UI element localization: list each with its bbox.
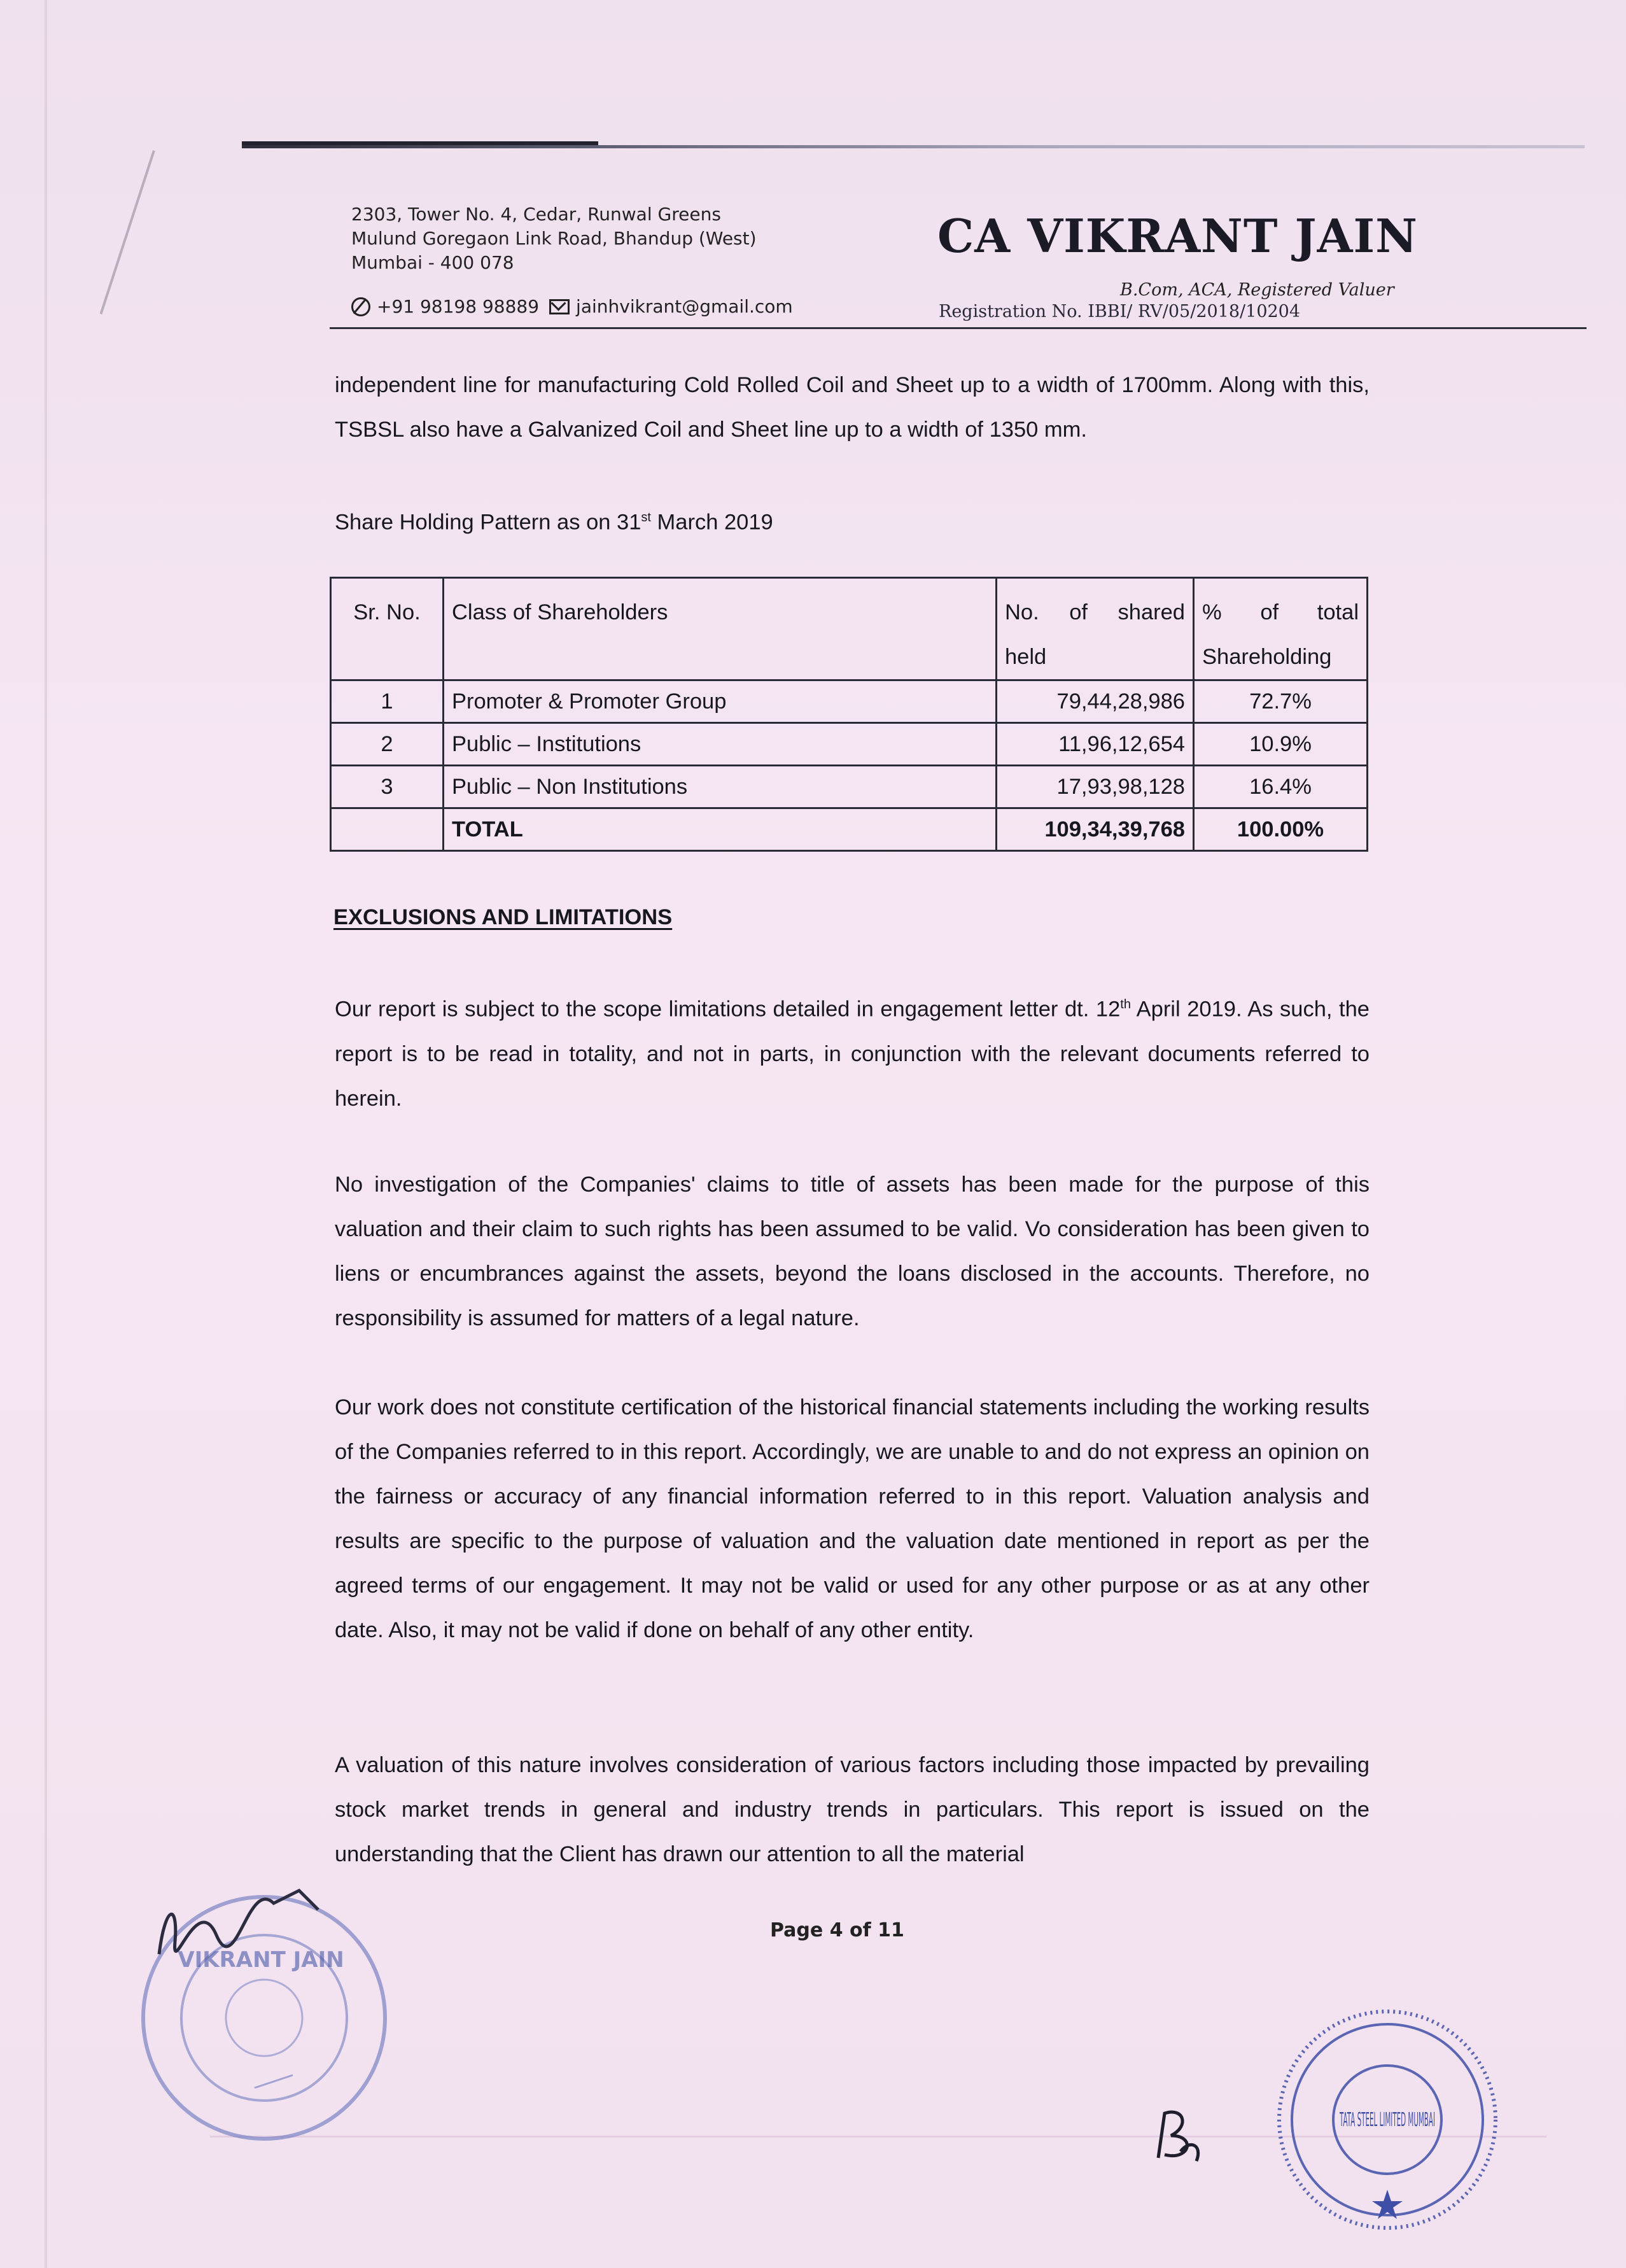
col-header-percent-line1: % of total [1202,600,1359,624]
col-header-shares-line1: No. of shared [1005,600,1185,624]
cell-percent: 10.9% [1194,723,1368,766]
registration-number: Registration No. IBBI/ RV/05/2018/10204 [939,302,1301,321]
section-title: EXCLUSIONS AND LIMITATIONS [333,905,673,929]
table-total-row [331,808,1368,851]
address-line: 2303, Tower No. 4, Cedar, Runwal Greens [351,204,721,225]
cell-percent: 16.4% [1194,766,1368,808]
share-holding-heading [335,495,1226,545]
heading-date: March 2019 [650,510,773,535]
cell-class: Public – Non Institutions [444,766,997,808]
para4-text: A valuation of this nature involves consideration of various factors including those impacted by prevailing stock market trends in general and industry trends in particulars. This report is issued on the understanding that the Client has drawn our attention to all the material [335,1753,1370,1866]
address-line: Mulund Goregaon Link Road, Bhandup (West) [351,228,757,249]
table-row [331,723,1368,766]
header-rule-top [242,145,1585,148]
initials-signature [1146,2101,1216,2171]
col-header-shares [997,578,1194,680]
exclusions-paragraph-1 [335,982,1370,1121]
table-row [331,766,1368,808]
exclusions-paragraph-4 [335,1743,1370,1877]
cell-class: Promoter & Promoter Group [444,680,997,723]
share-holding-table [330,577,1368,852]
email-icon [549,299,570,314]
cell-total-percent: 100.00% [1194,808,1368,851]
heading-superscript: st [641,511,651,525]
col-header-class: Class of Shareholders [444,578,997,680]
para1-text-a: Our report is subject to the scope limitations detailed in engagement letter dt. 12 [335,997,1121,1022]
email-address: jainhvikrant@gmail.com [576,296,793,317]
firm-name: CA VIKRANT JAIN [937,209,1418,263]
col-header-sr: Sr. No. [331,578,444,680]
header-rule-bottom [330,327,1587,329]
letterhead-contact [351,296,793,317]
address-line: Mumbai - 400 078 [351,252,514,273]
valuer-seal-stamp [108,1865,407,2164]
cell-total-shares: 109,34,39,768 [997,808,1194,851]
cell-shares: 11,96,12,654 [997,723,1194,766]
company-seal-stamp [1266,1999,1508,2241]
col-header-shares-line2: held [1005,645,1047,669]
letterhead-address [351,202,757,275]
cell-sr: 2 [331,723,444,766]
cell-sr-empty [331,808,444,851]
intro-paragraph [335,363,1370,452]
seal-text: VIKRANT JAIN [178,1947,344,1973]
cell-sr: 3 [331,766,444,808]
exclusions-paragraph-3 [335,1385,1370,1652]
cell-percent: 72.7% [1194,680,1368,723]
heading-text: Share Holding Pattern as on 31 [335,510,641,535]
qualifications: B.Com, ACA, Registered Valuer [1120,280,1394,300]
para1-superscript: th [1120,997,1131,1011]
exclusions-paragraph-2 [335,1162,1370,1341]
intro-text: independent line for manufacturing Cold Rolled Coil and Sheet up to a width of 1700mm. Along with this, TSBSL also have a Galvanized Coil and Sheet line up to a width of 1350 mm. [335,373,1370,442]
page-number: Page 4 of 11 [770,1919,904,1941]
table-row [331,680,1368,723]
col-header-percent-line2: Shareholding [1202,645,1332,669]
phone-number: +91 98198 98889 [377,296,540,317]
para1-text-b: April 2019. As such, the report is to be read in totality, and not in parts, in conjunction with the relevant documents referred to herein. [335,997,1370,1111]
cell-shares: 17,93,98,128 [997,766,1194,808]
phone-icon [351,297,370,316]
cell-shares: 79,44,28,986 [997,680,1194,723]
cell-class: Public – Institutions [444,723,997,766]
company-seal-text: TATA STEEL LIMITED MUMBAI [1339,2109,1435,2131]
para3-text: Our work does not constitute certification of the historical financial statements including the working results of the Companies referred to in this report. Accordingly, we are unable to and do not express an opinion on the fairness or accuracy of any financial information referred to in this report. Valuation analysis and results are specific to the purpose of valuation and the valuation date mentioned in report as per the agreed terms of our engagement. It may not be valid or used for any other purpose or as at any other date. Also, it may not be valid if done on behalf of any other entity. [335,1395,1370,1642]
para2-text: No investigation of the Companies' claims to title of assets has been made for the purpose of this valuation and their claim to such rights has been assumed to be valid. Vo consideration has been given to liens or encumbrances against the assets, beyond the loans disclosed in the accounts. Therefore, no responsibility is assumed for matters of a legal nature. [335,1173,1370,1330]
table-header-row [331,578,1368,680]
cell-total-label: TOTAL [444,808,997,851]
cell-sr: 1 [331,680,444,723]
col-header-percent [1194,578,1368,680]
scan-edge [45,0,47,2268]
